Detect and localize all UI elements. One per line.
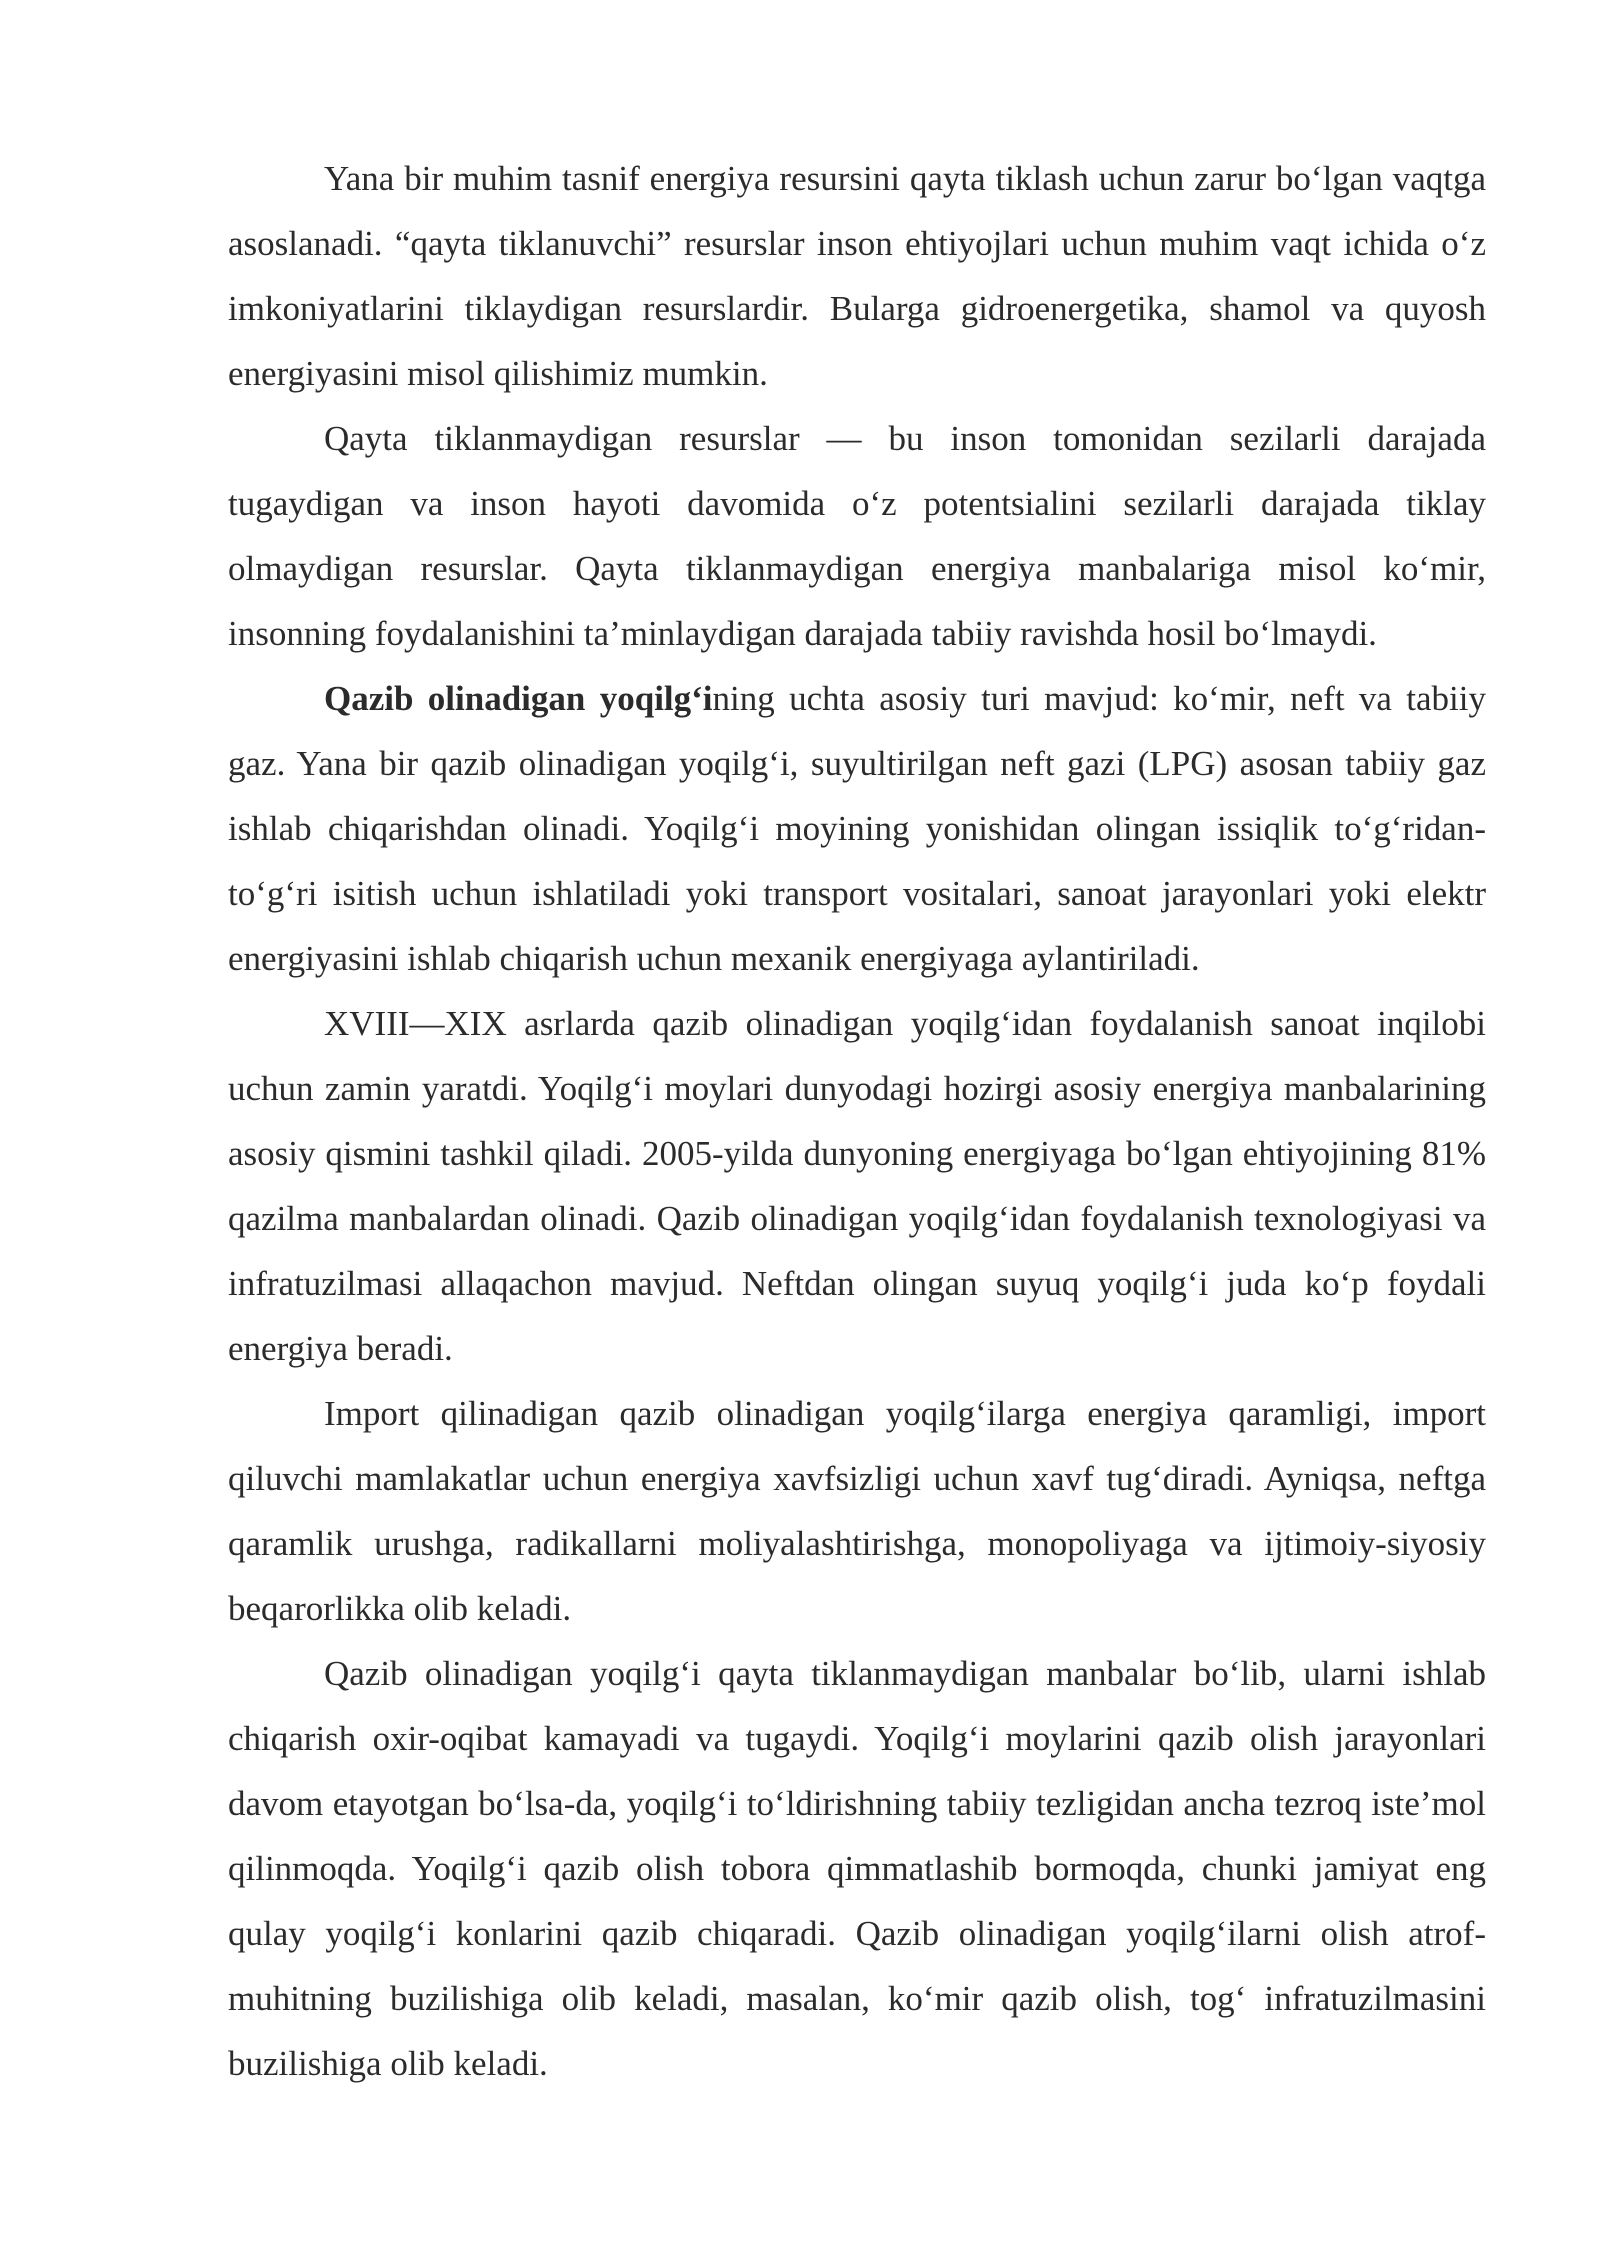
paragraph-6 — [228, 1641, 1486, 2096]
paragraph-3 — [228, 666, 1486, 991]
paragraph-6-text: Qazib olinadigan yoqilgʻi qayta tiklanmaydigan manbalar boʻlib, ularni ishlab chiqarish oxir-oqibat kamayadi va tugaydi. Yoqilgʻi moylarini qazib olish jarayonlari davom etayotgan boʻlsa-da, yoqilgʻi toʻldirishning tabiiy tezligidan ancha tezroq iste’mol qilinmoqda. Yoqilgʻi qazib olish tobora qimmatlashib bormoqda, chunki jamiyat eng qulay yoqilgʻi konlarini qazib chiqaradi. Qazib olinadigan yoqilgʻilarni olish atrof-muhitning buzilishiga olib keladi, masalan, koʻmir qazib olish, togʻ infratuzilmasini buzilishiga olib keladi. — [228, 1654, 1486, 2083]
paragraph-5-text: Import qilinadigan qazib olinadigan yoqilgʻilarga energiya qaramligi, import qiluvchi mamlakatlar uchun energiya xavfsizligi uchun xavf tugʻdiradi. Ayniqsa, neftga qaramlik urushga, radikallarni moliyalashtirishga, monopoliyaga va ijtimoiy-siyosiy beqarorlikka olib keladi. — [228, 1394, 1486, 1628]
paragraph-3-text: ning uchta asosiy turi mavjud: koʻmir, neft va tabiiy gaz. Yana bir qazib olinadigan yoqilgʻi, suyultirilgan neft gazi (LPG) asosan tabiiy gaz ishlab chiqarishdan olinadi. Yoqilgʻi moyining yonishidan olingan issiqlik toʻgʻridan-toʻgʻri isitish uchun ishlatiladi yoki transport vositalari, sanoat jarayonlari yoki elektr energiyasini ishlab chiqarish uchun mexanik energiyaga aylantiriladi. — [228, 679, 1486, 978]
paragraph-4-text: XVIII—XIX asrlarda qazib olinadigan yoqilgʻidan foydalanish sanoat inqilobi uchun zamin yaratdi. Yoqilgʻi moylari dunyodagi hozirgi asosiy energiya manbalarining asosiy qismini tashkil qiladi. 2005-yilda dunyoning energiyaga boʻlgan ehtiyojining 81% qazilma manbalardan olinadi. Qazib olinadigan yoqilgʻidan foydalanish texnologiyasi va infratuzilmasi allaqachon mavjud. Neftdan olingan suyuq yoqilgʻi juda koʻp foydali energiya beradi. — [228, 1004, 1486, 1368]
paragraph-3-bold-term: Qazib olinadigan yoqilgʻi — [324, 679, 713, 718]
paragraph-2 — [228, 406, 1486, 666]
paragraph-1 — [228, 146, 1486, 406]
document-page — [228, 146, 1486, 2096]
paragraph-1-text: Yana bir muhim tasnif energiya resursini qayta tiklash uchun zarur boʻlgan vaqtga asoslanadi. “qayta tiklanuvchi” resurslar inson ehtiyojlari uchun muhim vaqt ichida oʻz imkoniyatlarini tiklaydigan resurslardir. Bularga gidroenergetika, shamol va quyosh energiyasini misol qilishimiz mumkin. — [228, 159, 1486, 393]
paragraph-4 — [228, 991, 1486, 1381]
paragraph-2-text: Qayta tiklanmaydigan resurslar — bu inson tomonidan sezilarli darajada tugaydigan va inson hayoti davomida oʻz potentsialini sezilarli darajada tiklay olmaydigan resurslar. Qayta tiklanmaydigan energiya manbalariga misol koʻmir, insonning foydalanishini ta’minlaydigan darajada tabiiy ravishda hosil boʻlmaydi. — [228, 419, 1486, 653]
paragraph-5 — [228, 1381, 1486, 1641]
